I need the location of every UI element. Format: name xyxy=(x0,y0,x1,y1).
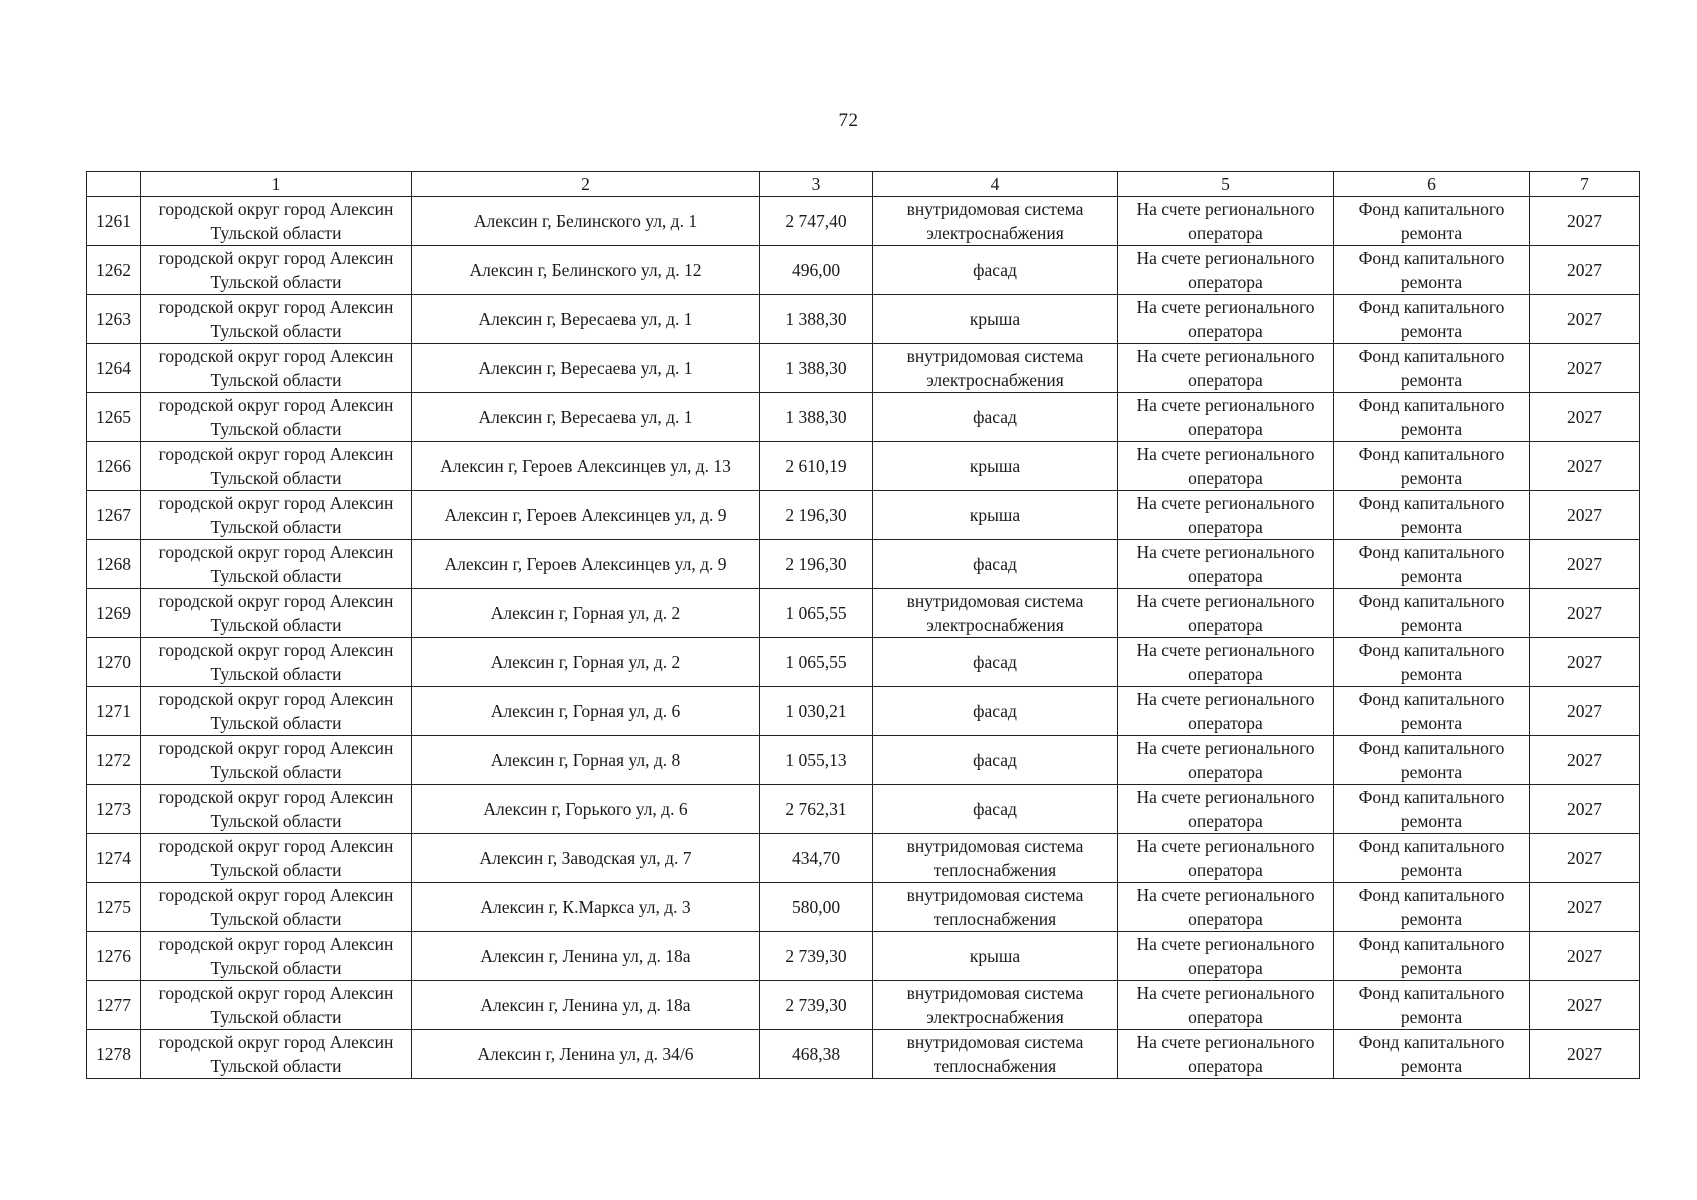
area-cell: 1 388,30 xyxy=(760,344,873,393)
work-type-cell: крыша xyxy=(873,295,1118,344)
year-cell: 2027 xyxy=(1530,834,1640,883)
column-header-2: 2 xyxy=(412,172,760,197)
year-cell: 2027 xyxy=(1530,491,1640,540)
area-cell: 2 196,30 xyxy=(760,540,873,589)
work-type-cell: крыша xyxy=(873,442,1118,491)
year-cell: 2027 xyxy=(1530,1030,1640,1079)
municipality-cell: городской округ город Алексин Тульской области xyxy=(141,393,412,442)
fund-account-cell: На счете регионального оператора xyxy=(1118,736,1334,785)
area-cell: 468,38 xyxy=(760,1030,873,1079)
area-cell: 1 065,55 xyxy=(760,589,873,638)
address-cell: Алексин г, Горная ул, д. 6 xyxy=(412,687,760,736)
address-cell: Алексин г, Героев Алексинцев ул, д. 9 xyxy=(412,491,760,540)
work-type-cell: фасад xyxy=(873,246,1118,295)
work-type-cell: внутридомовая система теплоснабжения xyxy=(873,834,1118,883)
municipality-cell: городской округ город Алексин Тульской области xyxy=(141,736,412,785)
area-cell: 1 030,21 xyxy=(760,687,873,736)
fund-account-cell: На счете регионального оператора xyxy=(1118,344,1334,393)
municipality-cell: городской округ город Алексин Тульской области xyxy=(141,491,412,540)
year-cell: 2027 xyxy=(1530,932,1640,981)
work-type-cell: фасад xyxy=(873,736,1118,785)
row-number-cell: 1277 xyxy=(87,981,141,1030)
row-number-cell: 1269 xyxy=(87,589,141,638)
address-cell: Алексин г, Горная ул, д. 2 xyxy=(412,589,760,638)
funding-source-cell: Фонд капитального ремонта xyxy=(1334,736,1530,785)
row-number-cell: 1274 xyxy=(87,834,141,883)
table-body xyxy=(87,197,1640,1079)
work-type-cell: внутридомовая система электроснабжения xyxy=(873,344,1118,393)
year-cell: 2027 xyxy=(1530,344,1640,393)
funding-source-cell: Фонд капитального ремонта xyxy=(1334,638,1530,687)
row-number-cell: 1273 xyxy=(87,785,141,834)
municipality-cell: городской округ город Алексин Тульской области xyxy=(141,932,412,981)
work-type-cell: внутридомовая система теплоснабжения xyxy=(873,1030,1118,1079)
municipality-cell: городской округ город Алексин Тульской области xyxy=(141,540,412,589)
funding-source-cell: Фонд капитального ремонта xyxy=(1334,540,1530,589)
year-cell: 2027 xyxy=(1530,246,1640,295)
table-row xyxy=(87,393,1640,442)
funding-source-cell: Фонд капитального ремонта xyxy=(1334,393,1530,442)
address-cell: Алексин г, Ленина ул, д. 34/6 xyxy=(412,1030,760,1079)
fund-account-cell: На счете регионального оператора xyxy=(1118,197,1334,246)
row-number-cell: 1261 xyxy=(87,197,141,246)
municipality-cell: городской округ город Алексин Тульской области xyxy=(141,883,412,932)
fund-account-cell: На счете регионального оператора xyxy=(1118,883,1334,932)
work-type-cell: фасад xyxy=(873,785,1118,834)
funding-source-cell: Фонд капитального ремонта xyxy=(1334,246,1530,295)
municipality-cell: городской округ город Алексин Тульской области xyxy=(141,834,412,883)
table-row xyxy=(87,491,1640,540)
work-type-cell: крыша xyxy=(873,932,1118,981)
column-header-7: 7 xyxy=(1530,172,1640,197)
page-number: 72 xyxy=(838,110,859,131)
fund-account-cell: На счете регионального оператора xyxy=(1118,295,1334,344)
row-number-cell: 1268 xyxy=(87,540,141,589)
year-cell: 2027 xyxy=(1530,736,1640,785)
fund-account-cell: На счете регионального оператора xyxy=(1118,1030,1334,1079)
address-cell: Алексин г, Вересаева ул, д. 1 xyxy=(412,393,760,442)
work-type-cell: фасад xyxy=(873,687,1118,736)
funding-source-cell: Фонд капитального ремонта xyxy=(1334,1030,1530,1079)
funding-source-cell: Фонд капитального ремонта xyxy=(1334,295,1530,344)
municipality-cell: городской округ город Алексин Тульской области xyxy=(141,589,412,638)
address-cell: Алексин г, Ленина ул, д. 18а xyxy=(412,981,760,1030)
row-number-cell: 1262 xyxy=(87,246,141,295)
fund-account-cell: На счете регионального оператора xyxy=(1118,442,1334,491)
municipality-cell: городской округ город Алексин Тульской области xyxy=(141,442,412,491)
year-cell: 2027 xyxy=(1530,687,1640,736)
fund-account-cell: На счете регионального оператора xyxy=(1118,834,1334,883)
fund-account-cell: На счете регионального оператора xyxy=(1118,491,1334,540)
municipality-cell: городской округ город Алексин Тульской области xyxy=(141,344,412,393)
year-cell: 2027 xyxy=(1530,981,1640,1030)
column-header-3: 3 xyxy=(760,172,873,197)
table-row xyxy=(87,246,1640,295)
year-cell: 2027 xyxy=(1530,589,1640,638)
area-cell: 1 065,55 xyxy=(760,638,873,687)
row-number-cell: 1263 xyxy=(87,295,141,344)
row-number-cell: 1267 xyxy=(87,491,141,540)
column-header-4: 4 xyxy=(873,172,1118,197)
municipality-cell: городской округ город Алексин Тульской области xyxy=(141,197,412,246)
work-type-cell: фасад xyxy=(873,638,1118,687)
fund-account-cell: На счете регионального оператора xyxy=(1118,246,1334,295)
work-type-cell: внутридомовая система электроснабжения xyxy=(873,981,1118,1030)
address-cell: Алексин г, Ленина ул, д. 18а xyxy=(412,932,760,981)
address-cell: Алексин г, К.Маркса ул, д. 3 xyxy=(412,883,760,932)
funding-source-cell: Фонд капитального ремонта xyxy=(1334,491,1530,540)
funding-source-cell: Фонд капитального ремонта xyxy=(1334,589,1530,638)
header-row xyxy=(87,172,1640,197)
year-cell: 2027 xyxy=(1530,540,1640,589)
area-cell: 2 747,40 xyxy=(760,197,873,246)
area-cell: 1 055,13 xyxy=(760,736,873,785)
row-number-cell: 1270 xyxy=(87,638,141,687)
work-type-cell: внутридомовая система теплоснабжения xyxy=(873,883,1118,932)
work-type-cell: фасад xyxy=(873,393,1118,442)
table-row xyxy=(87,883,1640,932)
municipality-cell: городской округ город Алексин Тульской области xyxy=(141,785,412,834)
work-type-cell: внутридомовая система электроснабжения xyxy=(873,589,1118,638)
address-cell: Алексин г, Белинского ул, д. 1 xyxy=(412,197,760,246)
year-cell: 2027 xyxy=(1530,883,1640,932)
row-number-cell: 1271 xyxy=(87,687,141,736)
table-row xyxy=(87,638,1640,687)
address-cell: Алексин г, Вересаева ул, д. 1 xyxy=(412,344,760,393)
area-cell: 496,00 xyxy=(760,246,873,295)
municipality-cell: городской округ город Алексин Тульской области xyxy=(141,246,412,295)
address-cell: Алексин г, Горная ул, д. 2 xyxy=(412,638,760,687)
row-number-cell: 1278 xyxy=(87,1030,141,1079)
fund-account-cell: На счете регионального оператора xyxy=(1118,687,1334,736)
column-header-5: 5 xyxy=(1118,172,1334,197)
area-cell: 2 762,31 xyxy=(760,785,873,834)
address-cell: Алексин г, Белинского ул, д. 12 xyxy=(412,246,760,295)
fund-account-cell: На счете регионального оператора xyxy=(1118,785,1334,834)
area-cell: 434,70 xyxy=(760,834,873,883)
row-number-cell: 1265 xyxy=(87,393,141,442)
table-row xyxy=(87,295,1640,344)
funding-source-cell: Фонд капитального ремонта xyxy=(1334,344,1530,393)
funding-source-cell: Фонд капитального ремонта xyxy=(1334,883,1530,932)
fund-account-cell: На счете регионального оператора xyxy=(1118,932,1334,981)
funding-source-cell: Фонд капитального ремонта xyxy=(1334,834,1530,883)
fund-account-cell: На счете регионального оператора xyxy=(1118,638,1334,687)
table-header xyxy=(87,172,1640,197)
municipality-cell: городской округ город Алексин Тульской области xyxy=(141,295,412,344)
address-cell: Алексин г, Заводская ул, д. 7 xyxy=(412,834,760,883)
area-cell: 2 196,30 xyxy=(760,491,873,540)
row-number-cell: 1276 xyxy=(87,932,141,981)
table-row xyxy=(87,785,1640,834)
municipality-cell: городской округ город Алексин Тульской области xyxy=(141,981,412,1030)
table-row xyxy=(87,1030,1640,1079)
table-row xyxy=(87,736,1640,785)
capital-repair-table xyxy=(86,171,1640,1079)
table-row xyxy=(87,932,1640,981)
table-row xyxy=(87,981,1640,1030)
funding-source-cell: Фонд капитального ремонта xyxy=(1334,197,1530,246)
area-cell: 580,00 xyxy=(760,883,873,932)
table-row xyxy=(87,344,1640,393)
table-row xyxy=(87,540,1640,589)
address-cell: Алексин г, Вересаева ул, д. 1 xyxy=(412,295,760,344)
table-row xyxy=(87,834,1640,883)
address-cell: Алексин г, Героев Алексинцев ул, д. 13 xyxy=(412,442,760,491)
area-cell: 1 388,30 xyxy=(760,393,873,442)
funding-source-cell: Фонд капитального ремонта xyxy=(1334,785,1530,834)
table-row xyxy=(87,442,1640,491)
municipality-cell: городской округ город Алексин Тульской области xyxy=(141,1030,412,1079)
area-cell: 2 610,19 xyxy=(760,442,873,491)
year-cell: 2027 xyxy=(1530,197,1640,246)
column-header-row-number xyxy=(87,172,141,197)
table-row xyxy=(87,589,1640,638)
area-cell: 1 388,30 xyxy=(760,295,873,344)
funding-source-cell: Фонд капитального ремонта xyxy=(1334,932,1530,981)
fund-account-cell: На счете регионального оператора xyxy=(1118,393,1334,442)
address-cell: Алексин г, Горького ул, д. 6 xyxy=(412,785,760,834)
work-type-cell: внутридомовая система электроснабжения xyxy=(873,197,1118,246)
fund-account-cell: На счете регионального оператора xyxy=(1118,589,1334,638)
table-row xyxy=(87,687,1640,736)
work-type-cell: фасад xyxy=(873,540,1118,589)
work-type-cell: крыша xyxy=(873,491,1118,540)
address-cell: Алексин г, Героев Алексинцев ул, д. 9 xyxy=(412,540,760,589)
column-header-1: 1 xyxy=(141,172,412,197)
area-cell: 2 739,30 xyxy=(760,932,873,981)
municipality-cell: городской округ город Алексин Тульской области xyxy=(141,687,412,736)
fund-account-cell: На счете регионального оператора xyxy=(1118,981,1334,1030)
row-number-cell: 1275 xyxy=(87,883,141,932)
municipality-cell: городской округ город Алексин Тульской области xyxy=(141,638,412,687)
year-cell: 2027 xyxy=(1530,638,1640,687)
address-cell: Алексин г, Горная ул, д. 8 xyxy=(412,736,760,785)
area-cell: 2 739,30 xyxy=(760,981,873,1030)
year-cell: 2027 xyxy=(1530,393,1640,442)
year-cell: 2027 xyxy=(1530,785,1640,834)
row-number-cell: 1266 xyxy=(87,442,141,491)
funding-source-cell: Фонд капитального ремонта xyxy=(1334,442,1530,491)
year-cell: 2027 xyxy=(1530,442,1640,491)
funding-source-cell: Фонд капитального ремонта xyxy=(1334,981,1530,1030)
column-header-6: 6 xyxy=(1334,172,1530,197)
fund-account-cell: На счете регионального оператора xyxy=(1118,540,1334,589)
year-cell: 2027 xyxy=(1530,295,1640,344)
table-row xyxy=(87,197,1640,246)
row-number-cell: 1272 xyxy=(87,736,141,785)
funding-source-cell: Фонд капитального ремонта xyxy=(1334,687,1530,736)
row-number-cell: 1264 xyxy=(87,344,141,393)
